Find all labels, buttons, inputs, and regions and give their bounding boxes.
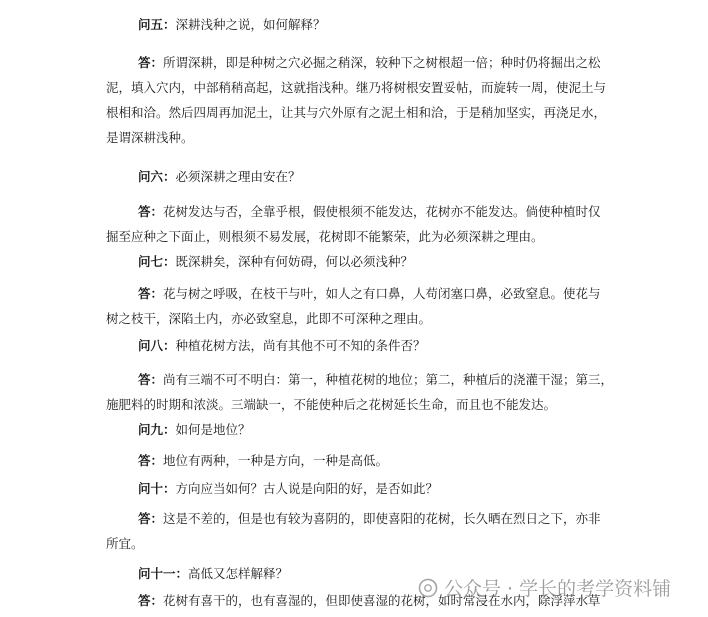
- question-text: 方向应当如何？古人说是向阳的好，是否如此？: [175, 481, 439, 496]
- answer-7: [106, 281, 606, 331]
- answer-label: 答：: [138, 55, 164, 70]
- question-text: 如何是地位？: [175, 422, 251, 437]
- answer-line: 泥，填入穴内，中部稍稍高起，这就指浅种。继乃将树根安置妥帖，而旋转一周，使泥土与: [106, 80, 607, 95]
- question-label: 问六：: [138, 169, 176, 184]
- question-text: 种植花树方法，尚有其他不可不知的条件否？: [175, 338, 426, 353]
- question-5: [106, 12, 606, 37]
- answer-line: 花树有喜干的，也有喜湿的，但即使喜湿的花树，如时常浸在水内，除浮萍水草: [163, 593, 601, 608]
- question-label: 问五：: [138, 17, 176, 32]
- question-7: [106, 249, 606, 274]
- answer-label: 答：: [138, 511, 164, 526]
- question-label: 问十一：: [138, 566, 189, 581]
- answer-line: 所宜。: [106, 536, 144, 551]
- question-8: [106, 333, 606, 358]
- question-label: 问九：: [138, 422, 176, 437]
- answer-line: 花与树之呼吸，在枝干与叶，如人之有口鼻，人苟闭塞口鼻，必致窒息。使花与: [163, 286, 601, 301]
- answer-line: 尚有三端不可不明白：第一，种植花树的地位；第二，种植后的浇灌干湿；第三，: [163, 372, 614, 387]
- answer-line: 花树发达与否，全靠乎根，假使根须不能发达，花树亦不能发达。倘使种植时仅: [163, 204, 601, 219]
- question-10: [106, 476, 606, 501]
- answer-line: 掘至应种之下面止，则根须不易发展，花树即不能繁荣，此为必须深耕之理由。: [106, 229, 544, 244]
- answer-line: 施肥料的时期和浓淡。三端缺一，不能使种后之花树延长生命，而且也不能发达。: [106, 397, 557, 412]
- answer-10: [106, 506, 606, 556]
- answer-label: 答：: [138, 204, 164, 219]
- answer-6: [106, 199, 606, 249]
- watermark: [418, 574, 671, 601]
- answer-line: 树之枝干，深陷土内，亦必致窒息，此即不可深种之理由。: [106, 311, 432, 326]
- answer-line: 是谓深耕浅种。: [106, 130, 194, 145]
- question-label: 问七：: [138, 254, 176, 269]
- answer-label: 答：: [138, 593, 164, 608]
- question-9: [106, 417, 606, 442]
- answer-5: [106, 50, 606, 150]
- answer-line: 地位有两种，一种是方向，一种是高低。: [163, 453, 389, 468]
- answer-line: 这是不差的，但是也有较为喜阴的，即使喜阳的花树，长久晒在烈日之下，亦非: [163, 511, 601, 526]
- answer-8: [106, 367, 614, 417]
- answer-line: 根相和洽。然后四周再加泥土，让其与穴外原有之泥土相和洽，于是稍加坚实，再浇足水，: [106, 105, 607, 120]
- answer-line: 所谓深耕，即是种树之穴必掘之稍深，较种下之树根超一倍；种时仍将掘出之松: [163, 55, 601, 70]
- question-6: [106, 164, 606, 189]
- question-text: 深耕浅种之说，如何解释？: [175, 17, 326, 32]
- question-text: 必须深耕之理由安在？: [175, 169, 301, 184]
- question-label: 问十：: [138, 481, 176, 496]
- question-label: 问八：: [138, 338, 176, 353]
- answer-9: [106, 448, 606, 473]
- question-text: 高低又怎样解释？: [188, 566, 289, 581]
- watermark-text: 公众号 · 学长的考学资料铺: [444, 578, 672, 600]
- answer-label: 答：: [138, 372, 164, 387]
- answer-label: 答：: [138, 453, 164, 468]
- question-text: 既深耕矣，深种有何妨碍，何以必须浅种？: [175, 254, 414, 269]
- wechat-official-account-icon: [418, 578, 438, 598]
- answer-label: 答：: [138, 286, 164, 301]
